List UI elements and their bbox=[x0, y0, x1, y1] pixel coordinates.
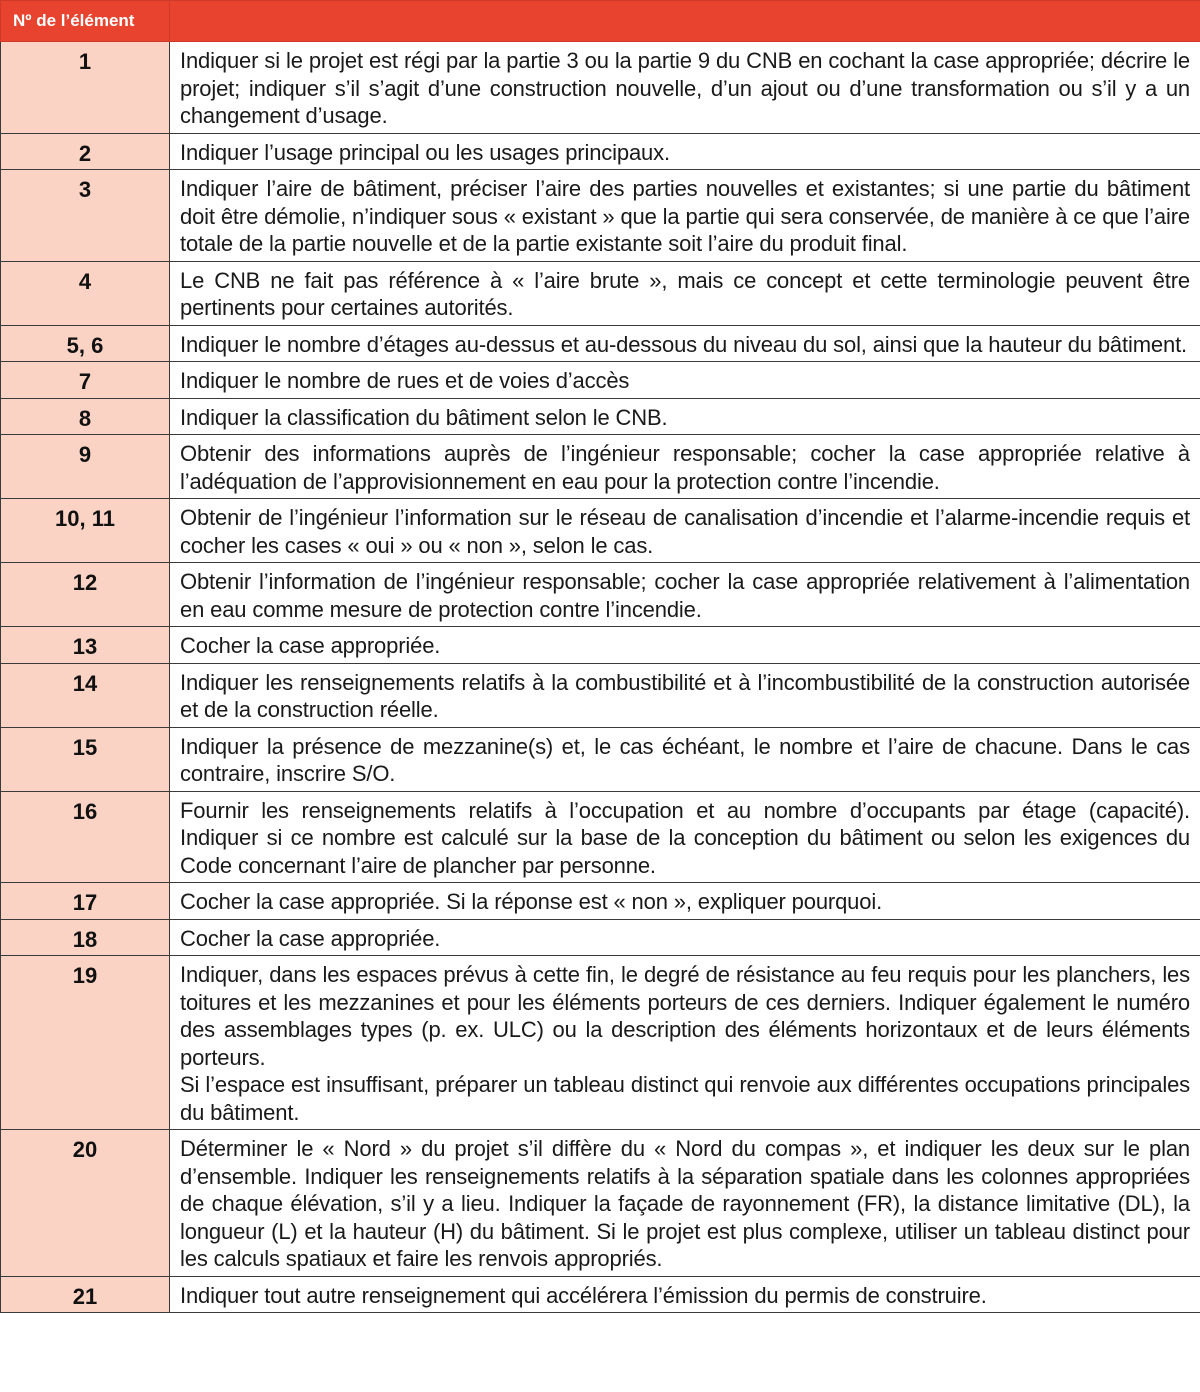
element-description: Fournir les renseignements relatifs à l’occupation et au nombre d’occupants par étage (capacité). Indiquer si ce nombre est calculé sur la base de la conception du bâtiment ou selon les exigences du Code concernant l’aire de plancher par personne. bbox=[170, 791, 1200, 883]
table-row bbox=[1, 42, 1200, 134]
table-header-row bbox=[1, 1, 1200, 42]
table-row bbox=[1, 919, 1200, 956]
table-row bbox=[1, 170, 1200, 262]
table-row bbox=[1, 133, 1200, 170]
element-number: 12 bbox=[1, 563, 170, 627]
table-row bbox=[1, 261, 1200, 325]
table-row bbox=[1, 499, 1200, 563]
header-element-number: Nº de l’élément bbox=[1, 1, 170, 42]
table-row bbox=[1, 1276, 1200, 1313]
element-description: Le CNB ne fait pas référence à « l’aire brute », mais ce concept et cette terminologie peuvent être pertinents pour certaines autorités. bbox=[170, 261, 1200, 325]
header-description bbox=[170, 1, 1200, 42]
element-number: 15 bbox=[1, 727, 170, 791]
element-number: 9 bbox=[1, 435, 170, 499]
element-description: Cocher la case appropriée. Si la réponse est « non », expliquer pourquoi. bbox=[170, 883, 1200, 920]
element-number: 18 bbox=[1, 919, 170, 956]
table-row bbox=[1, 435, 1200, 499]
element-number: 10, 11 bbox=[1, 499, 170, 563]
table-row bbox=[1, 727, 1200, 791]
table-row bbox=[1, 791, 1200, 883]
element-description: Cocher la case appropriée. bbox=[170, 919, 1200, 956]
element-description: Déterminer le « Nord » du projet s’il diffère du « Nord du compas », et indiquer les deux sur le plan d’ensemble. Indiquer les renseignements relatifs à la séparation spatiale dans les colonnes appropriées de chaque élévation, s’il y a lieu. Indiquer la façade de rayonnement (FR), la distance limitative (DL), la longueur (L) et la hauteur (H) du bâtiment. Si le projet est plus complexe, utiliser un tableau distinct pour les calculs spatiaux et faire les renvois appropriés. bbox=[170, 1130, 1200, 1277]
element-description: Indiquer le nombre de rues et de voies d’accès bbox=[170, 362, 1200, 399]
element-number: 21 bbox=[1, 1276, 170, 1313]
element-description: Indiquer l’usage principal ou les usages principaux. bbox=[170, 133, 1200, 170]
element-description: Cocher la case appropriée. bbox=[170, 627, 1200, 664]
table-row bbox=[1, 883, 1200, 920]
element-description: Obtenir de l’ingénieur l’information sur le réseau de canalisation d’incendie et l’alarme-incendie requis et cocher les cases « oui » ou « non », selon le cas. bbox=[170, 499, 1200, 563]
element-description: Obtenir des informations auprès de l’ingénieur responsable; cocher la case appropriée relative à l’adéquation de l’approvisionnement en eau pour la protection contre l’incendie. bbox=[170, 435, 1200, 499]
table-row bbox=[1, 1130, 1200, 1277]
element-number: 13 bbox=[1, 627, 170, 664]
element-number: 5, 6 bbox=[1, 325, 170, 362]
table-row bbox=[1, 563, 1200, 627]
table-row bbox=[1, 325, 1200, 362]
element-description: Indiquer, dans les espaces prévus à cette fin, le degré de résistance au feu requis pour les planchers, les toitures et les mezzanines et pour les éléments porteurs de ces derniers. Indiquer également le numéro des assemblages types (p. ex. ULC) ou la description des éléments horizontaux et de leurs éléments porteurs. Si l’espace est insuffisant, préparer un tableau distinct qui renvoie aux différentes occupations principales du bâtiment. bbox=[170, 956, 1200, 1130]
element-number: 2 bbox=[1, 133, 170, 170]
table-row bbox=[1, 663, 1200, 727]
element-description: Indiquer si le projet est régi par la partie 3 ou la partie 9 du CNB en cochant la case appropriée; décrire le projet; indiquer s’il s’agit d’une construction nouvelle, d’un ajout ou d’une transformation ou s’il y a un changement d’usage. bbox=[170, 42, 1200, 134]
element-number: 3 bbox=[1, 170, 170, 262]
element-number: 19 bbox=[1, 956, 170, 1130]
element-number: 4 bbox=[1, 261, 170, 325]
element-number: 1 bbox=[1, 42, 170, 134]
element-description: Indiquer la classification du bâtiment selon le CNB. bbox=[170, 398, 1200, 435]
table-body bbox=[1, 42, 1200, 1313]
table-row bbox=[1, 398, 1200, 435]
element-description: Obtenir l’information de l’ingénieur responsable; cocher la case appropriée relativement à l’alimentation en eau comme mesure de protection contre l’incendie. bbox=[170, 563, 1200, 627]
element-description: Indiquer tout autre renseignement qui accélérera l’émission du permis de construire. bbox=[170, 1276, 1200, 1313]
element-description: Indiquer les renseignements relatifs à la combustibilité et à l’incombustibilité de la construction autorisée et de la construction réelle. bbox=[170, 663, 1200, 727]
table-row bbox=[1, 627, 1200, 664]
element-description: Indiquer la présence de mezzanine(s) et, le cas échéant, le nombre et l’aire de chacune. Dans le cas contraire, inscrire S/O. bbox=[170, 727, 1200, 791]
table-row bbox=[1, 956, 1200, 1130]
element-number: 16 bbox=[1, 791, 170, 883]
element-number: 8 bbox=[1, 398, 170, 435]
element-number: 20 bbox=[1, 1130, 170, 1277]
element-description: Indiquer le nombre d’étages au-dessus et au-dessous du niveau du sol, ainsi que la hauteur du bâtiment. bbox=[170, 325, 1200, 362]
element-number: 17 bbox=[1, 883, 170, 920]
element-number: 14 bbox=[1, 663, 170, 727]
element-number: 7 bbox=[1, 362, 170, 399]
table-row bbox=[1, 362, 1200, 399]
element-description: Indiquer l’aire de bâtiment, préciser l’aire des parties nouvelles et existantes; si une partie du bâtiment doit être démolie, n’indiquer sous « existant » que la partie qui sera conservée, de manière à ce que l’aire totale de la partie nouvelle et de la partie existante soit l’aire du produit final. bbox=[170, 170, 1200, 262]
